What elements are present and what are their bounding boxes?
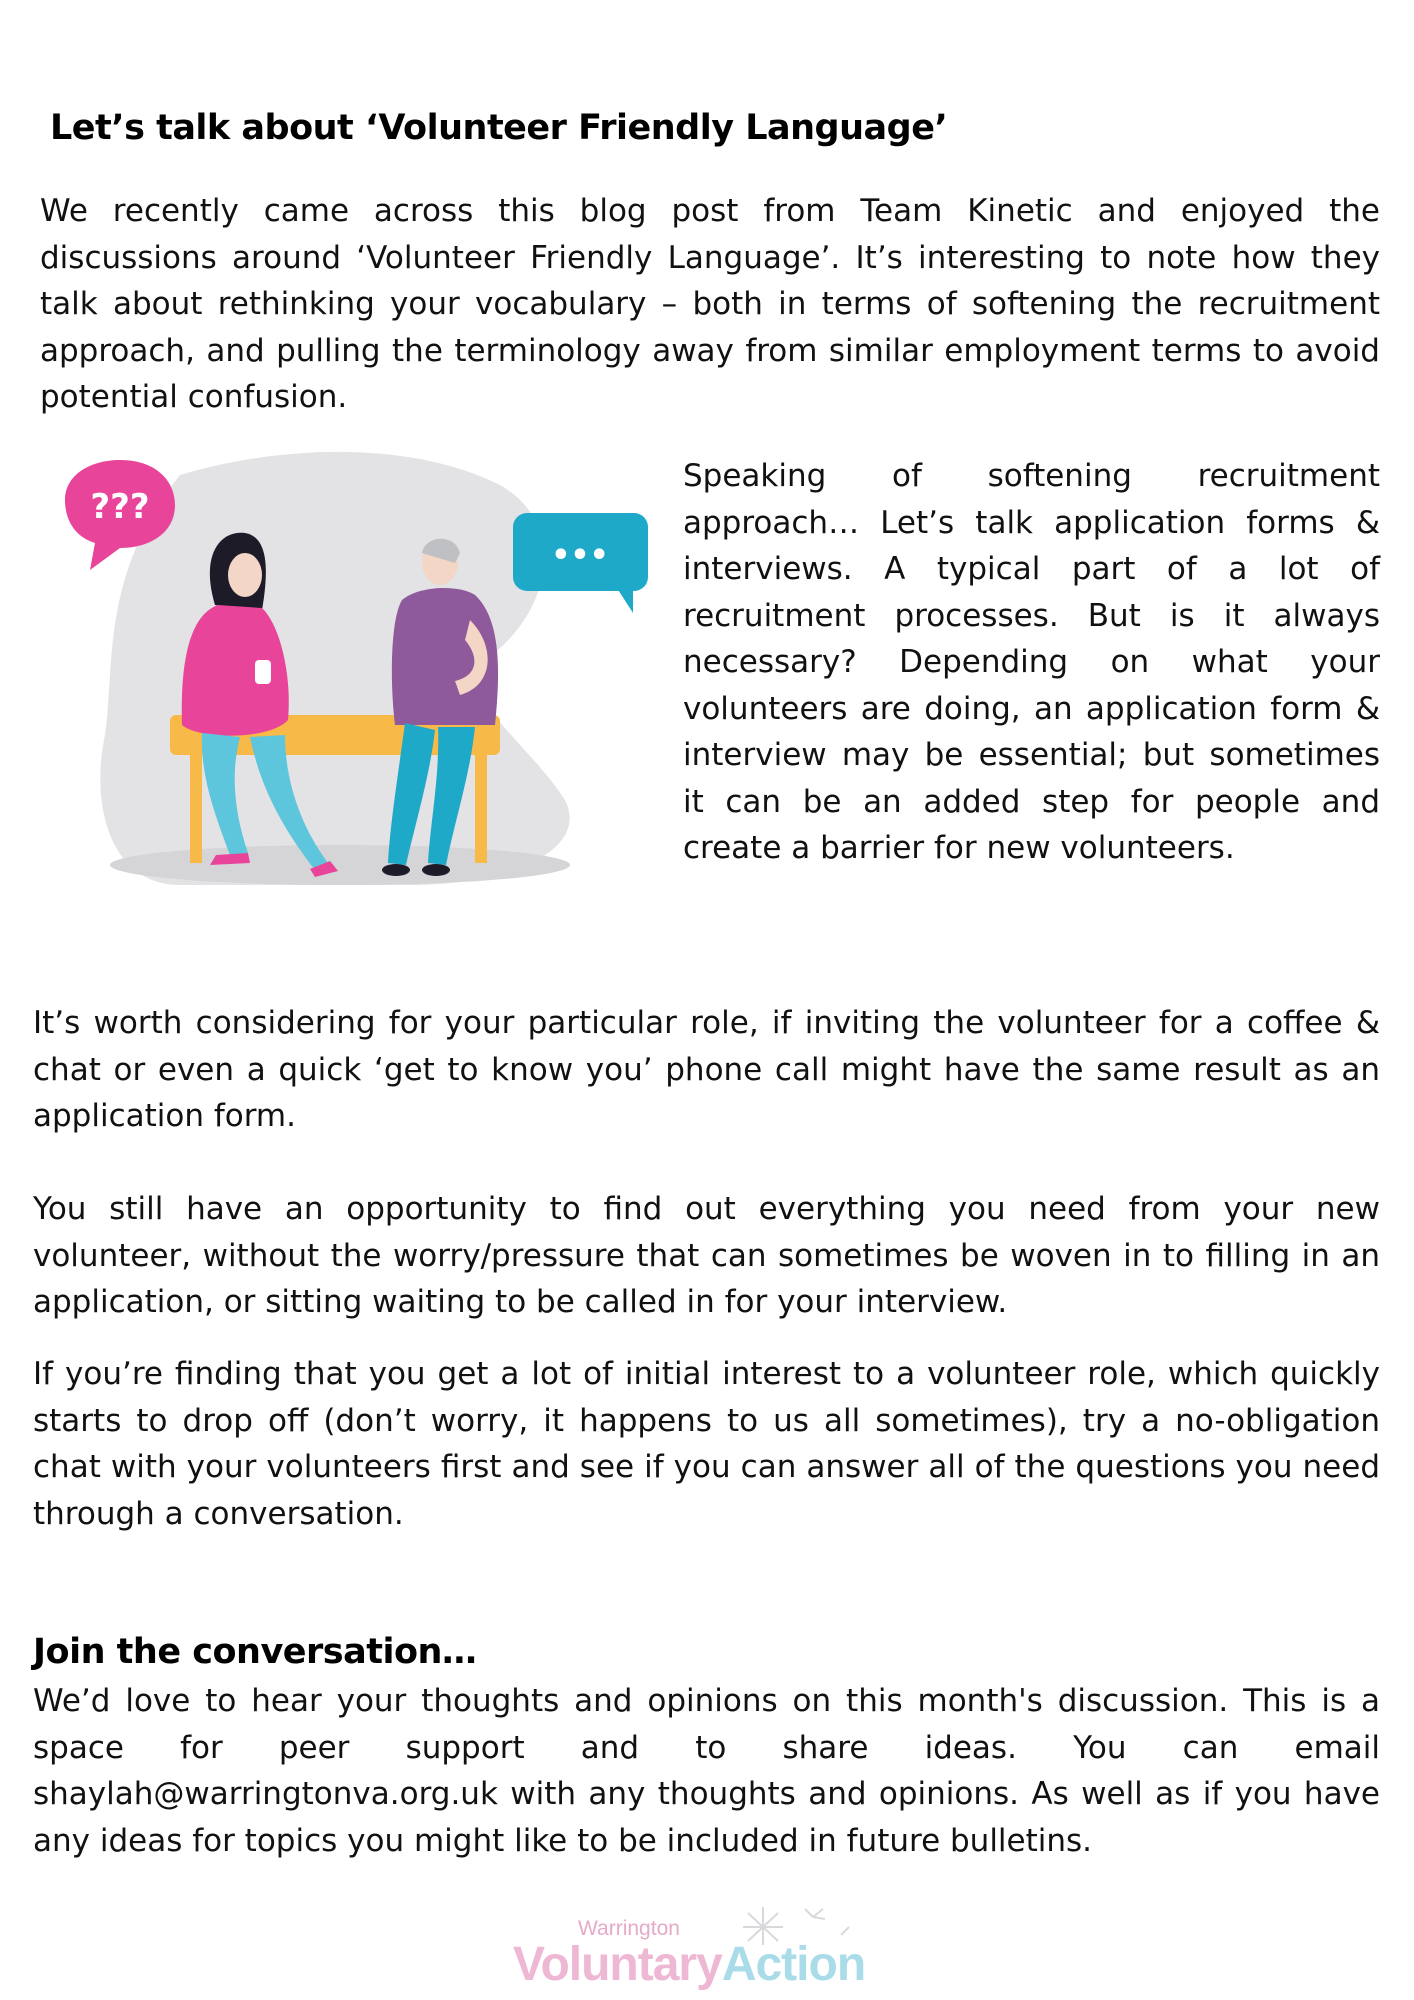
logo-word-voluntary: Voluntary — [513, 1938, 722, 1991]
warrington-voluntary-action-logo — [513, 1905, 866, 1995]
article-heading: Let’s talk about ‘Volunteer Friendly Language’ — [50, 108, 948, 148]
join-conversation-paragraph: We’d love to hear your thoughts and opinions on this month's discussion. This is a space for peer support and to share ideas. You can email shaylah@warringtonva.org.uk with any thoughts and opinions. As well as if you have any ideas for topics you might like to be included in future bulletins. — [33, 1683, 1380, 1859]
question-marks-text: ??? — [90, 487, 150, 527]
initial-interest-paragraph: If you’re finding that you get a lot of initial interest to a volunteer role, which quickly starts to drop off (don’t worry, it happens to us all sometimes), try a no-obligation chat with your volunteers first and see if you can answer all of the questions you need through a conversation. — [33, 1356, 1380, 1532]
logo-top-word: Warrington — [578, 1917, 680, 1940]
volunteers-chatting-illustration — [30, 445, 680, 895]
ellipsis-text: ••• — [551, 538, 609, 573]
floor-shadow — [110, 845, 570, 885]
join-conversation-heading: Join the conversation… — [33, 1632, 477, 1672]
opportunity-paragraph: You still have an opportunity to find out everything you need from your new volunteer, without the worry/pressure that can sometimes be woven in to filling in an application, or sitting waiting to be called in for your interview. — [33, 1191, 1380, 1320]
intro-paragraph: We recently came across this blog post from Team Kinetic and enjoyed the discussions around ‘Volunteer Friendly Language’. It’s interesting to note how they talk about rethinking your vocabulary – both in terms of softening the recruitment approach, and pulling the terminology away from similar employment terms to avoid potential confusion. — [40, 193, 1380, 415]
application-forms-paragraph: Speaking of softening recruitment approach… Let’s talk application forms & interviews. A typical part of a lot of recruitment processes. But is it always necessary? Depending on what your volunteers are doing, an application form & interview may be essential; but sometimes it can be an added step for people and create a barrier for new volunteers. — [683, 458, 1380, 866]
logo-main-text — [513, 1937, 865, 1992]
logo-word-action: Action — [721, 1938, 866, 1991]
coffee-chat-paragraph: It’s worth considering for your particular role, if inviting the volunteer for a coffee & chat or even a quick ‘get to know you’ phone call might have the same result as an application form. — [33, 1005, 1380, 1134]
